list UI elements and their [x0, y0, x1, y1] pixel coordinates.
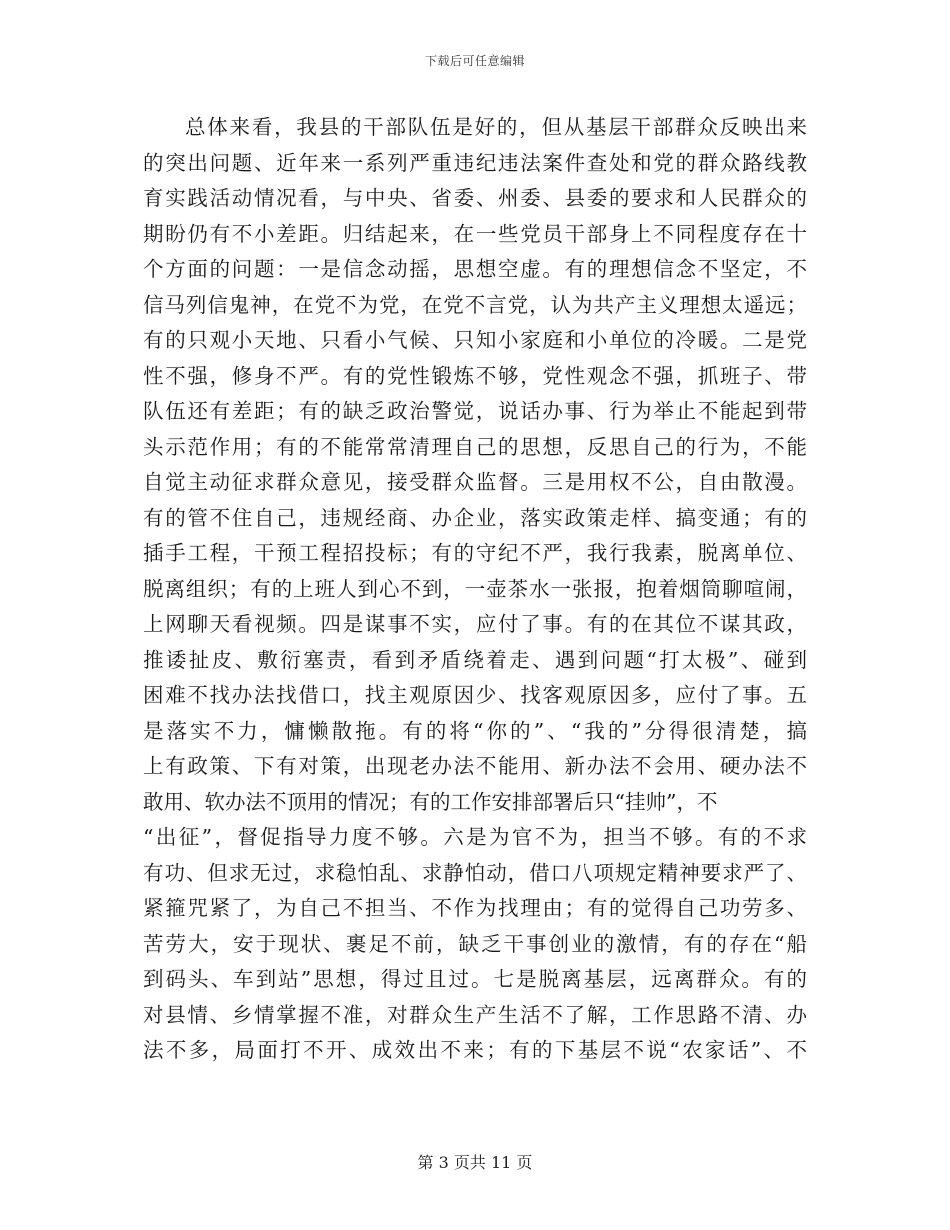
paragraph-line: 到码头、车到站”思想，得过且过。七是脱离基层，远离群众。有的 [143, 967, 807, 991]
paragraph-line: 有功、但求无过，求稳怕乱、求静怕动，借口八项规定精神要求严了、 [143, 860, 807, 885]
paragraph-line: “出征”，督促指导力度不够。六是为官不为，担当不够。有的不求 [143, 825, 807, 849]
paragraph-line: 头示范作用；有的不能常常清理自己的思想，反思自己的行为，不能 [143, 434, 807, 459]
paragraph-line: 有的只观小天地、只看小气候、只知小家庭和小单位的冷暖。二是党 [143, 328, 807, 352]
paragraph-line: 脱离组织；有的上班人到心不到，一壶茶水一张报，抱着烟筒聊喧闹， [143, 576, 807, 601]
page-header: 下载后可任意编辑 [424, 54, 525, 68]
paragraph-line: 是落实不力，慵懒散拖。有的将“你的”、“我的”分得很清楚，搞 [143, 718, 807, 743]
paragraph-line: 推诿扯皮、敷衍塞责，看到矛盾绕着走、遇到问题“打太极”、碰到 [143, 647, 807, 672]
paragraph-line: 育实践活动情况看，与中央、省委、州委、县委的要求和人民群众的 [143, 186, 807, 210]
page-number-footer: 第 3 页共 11 页 [417, 1153, 533, 1172]
paragraph-line: 对县情、乡情掌握不准，对群众生产生活不了解，工作思路不清、办 [143, 1002, 807, 1027]
paragraph-line: 有的管不住自己，违规经商、办企业，落实政策走样、搞变通；有的 [143, 505, 807, 530]
paragraph-line: 上有政策、下有对策，出现老办法不能用、新办法不会用、硬办法不 [143, 754, 807, 778]
paragraph-line: 敢用、软办法不顶用的情况；有的工作安排部署后只“挂帅”，不 [143, 789, 718, 814]
paragraph-line: 自觉主动征求群众意见，接受群众监督。三是用权不公，自由散漫。 [143, 470, 807, 494]
paragraph-line: 苦劳大，安于现状、裹足不前，缺乏干事创业的激情，有的存在“船 [143, 931, 807, 956]
paragraph-line: 插手工程，干预工程招投标；有的守纪不严，我行我素，脱离单位、 [143, 541, 807, 565]
paragraph-line: 个方面的问题：一是信念动摇，思想空虚。有的理想信念不坚定，不 [143, 257, 807, 281]
paragraph-line: 信马列信鬼神，在党不为党，在党不言党，认为共产主义理想太遥远； [143, 292, 807, 317]
paragraph-line: 上网聊天看视频。四是谋事不实，应付了事。有的在其位不谋其政， [143, 612, 807, 636]
paragraph-line: 困难不找办法找借口，找主观原因少、找客观原因多，应付了事。五 [143, 683, 807, 707]
paragraph-line: 性不强，修身不严。有的党性锻炼不够，党性观念不强，抓班子、带 [143, 363, 807, 388]
paragraph-line: 的突出问题、近年来一系列严重违纪违法案件查处和党的群众路线教 [143, 150, 807, 175]
paragraph-line: 紧箍咒紧了，为自己不担当、不作为找理由；有的觉得自己功劳多、 [143, 896, 807, 920]
paragraph-line: 法不多，局面打不开、成效出不来；有的下基层不说“农家话”、不 [143, 1038, 807, 1062]
paragraph-line: 总体来看，我县的干部队伍是好的，但从基层干部群众反映出来 [185, 115, 807, 139]
document-paragraph [143, 110, 807, 1069]
paragraph-line: 期盼仍有不小差距。归结起来，在一些党员干部身上不同程度存在十 [143, 221, 807, 246]
paragraph-line: 队伍还有差距；有的缺乏政治警觉，说话办事、行为举止不能起到带 [143, 399, 807, 423]
